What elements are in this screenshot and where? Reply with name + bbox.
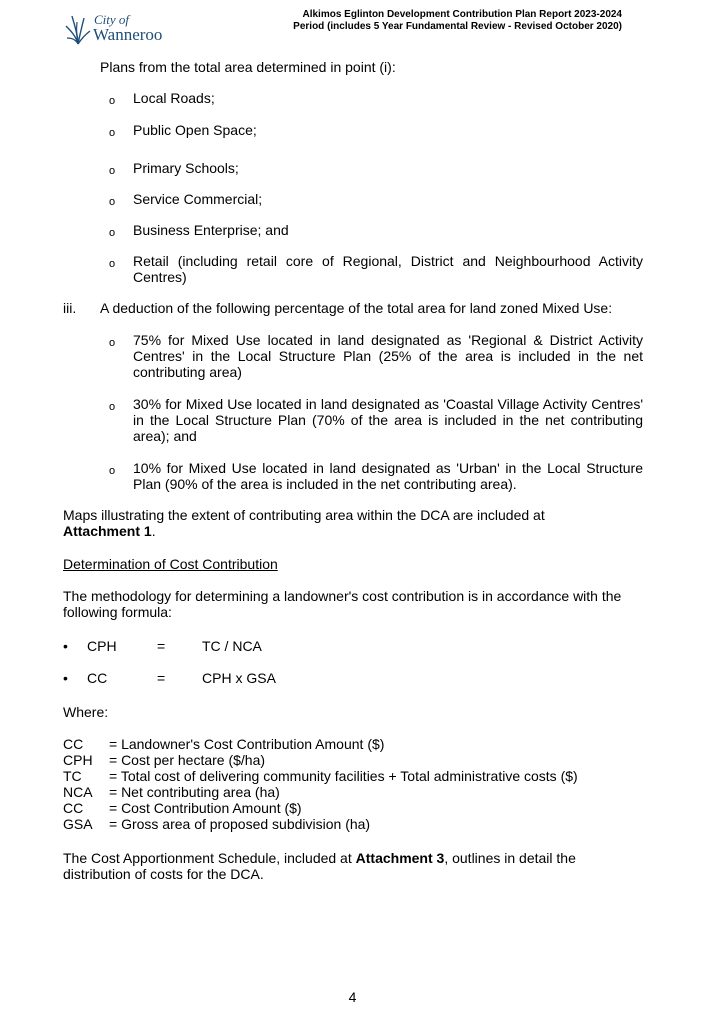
- definition-row: [63, 768, 578, 784]
- bullet-icon: o: [109, 337, 116, 349]
- report-period: Period (includes 5 Year Fundamental Review - Revised October 2020): [293, 21, 622, 32]
- list-item: Retail (including retail core of Regional, District and Neighbourhood Activity Centres): [133, 253, 643, 285]
- definition-row: [63, 752, 578, 768]
- dot-bullet-icon: •: [63, 638, 68, 654]
- logo-city-text: City of: [94, 12, 130, 27]
- definition-abbr: CPH: [63, 752, 93, 768]
- section-heading: Determination of Cost Contribution: [63, 556, 278, 572]
- definition-row: [63, 800, 578, 816]
- logo-name-text: Wanneroo: [93, 25, 163, 44]
- page-number: 4: [348, 989, 357, 1005]
- bullet-icon: o: [109, 127, 116, 139]
- list-item: 10% for Mixed Use located in land designated as 'Urban' in the Local Structure Plan (90% of the area is included in the net contributing area).: [133, 460, 643, 492]
- definition-text: = Cost Contribution Amount ($): [109, 800, 302, 816]
- definition-text: = Gross area of proposed subdivision (ha): [109, 816, 371, 832]
- definition-row: [63, 736, 578, 752]
- definition-row: [63, 784, 578, 800]
- method-text: The methodology for determining a landowner's cost contribution is in accordance with the following formula:: [63, 588, 622, 620]
- list-item: Public Open Space;: [133, 122, 257, 138]
- list-item: Primary Schools;: [133, 160, 239, 176]
- closing-pre: The Cost Apportionment Schedule, included at: [63, 850, 356, 866]
- bullet-icon: o: [109, 227, 116, 239]
- list-item: 75% for Mixed Use located in land designated as 'Regional & District Activity Centres' in the Local Structure Plan (25% of the area is included in the net contributing area): [133, 332, 643, 380]
- definition-row: [63, 816, 578, 832]
- where-label: Where:: [63, 704, 109, 720]
- wattle-icon: [64, 14, 92, 46]
- city-logo: [64, 12, 174, 46]
- definition-abbr: CC: [63, 800, 84, 816]
- definition-text: = Total cost of delivering community facilities + Total administrative costs ($): [109, 768, 578, 784]
- definitions-list: [63, 736, 578, 832]
- bullet-icon: o: [109, 95, 116, 107]
- definition-text: = Net contributing area (ha): [109, 784, 280, 800]
- definition-text: = Landowner's Cost Contribution Amount ($): [109, 736, 385, 752]
- maps-text: Maps illustrating the extent of contributing area within the DCA are included at: [63, 507, 545, 523]
- formula-rhs: TC / NCA: [202, 638, 262, 654]
- definition-text: = Cost per hectare ($/ha): [109, 752, 266, 768]
- report-header: [293, 9, 622, 33]
- intro-text: Plans from the total area determined in point (i):: [100, 59, 396, 75]
- bullet-icon: o: [109, 258, 116, 270]
- definition-abbr: NCA: [63, 784, 93, 800]
- formula-lhs: CC: [87, 670, 108, 686]
- item-numeral: iii.: [63, 300, 77, 316]
- attachment-1-ref: Attachment 1: [63, 523, 152, 539]
- definition-abbr: GSA: [63, 816, 93, 832]
- maps-end: .: [151, 523, 156, 539]
- bullet-icon: o: [109, 165, 116, 177]
- formula-eq: =: [157, 638, 166, 654]
- attachment-3-ref: Attachment 3: [355, 850, 445, 866]
- closing-post: , outlines in detail the distribution of costs for the DCA.: [63, 850, 576, 882]
- list-item: Local Roads;: [133, 90, 215, 106]
- list-item: Business Enterprise; and: [133, 222, 289, 238]
- closing-paragraph: [63, 850, 603, 882]
- formula-eq: =: [157, 670, 166, 686]
- formula-rhs: CPH x GSA: [202, 670, 276, 686]
- list-item: Service Commercial;: [133, 191, 263, 207]
- item-text: A deduction of the following percentage of the total area for land zoned Mixed Use:: [100, 300, 613, 316]
- report-title: Alkimos Eglinton Development Contribution Plan Report 2023-2024: [302, 9, 622, 20]
- definition-abbr: TC: [63, 768, 82, 784]
- bullet-icon: o: [109, 196, 116, 208]
- list-item: 30% for Mixed Use located in land designated as 'Coastal Village Activity Centres' in the Local Structure Plan (70% of the area is included in the net contributing area); and: [133, 396, 643, 444]
- bullet-icon: o: [109, 401, 116, 413]
- dot-bullet-icon: •: [63, 670, 68, 686]
- maps-paragraph: [63, 507, 583, 539]
- formula-lhs: CPH: [87, 638, 117, 654]
- definition-abbr: CC: [63, 736, 84, 752]
- bullet-icon: o: [109, 465, 116, 477]
